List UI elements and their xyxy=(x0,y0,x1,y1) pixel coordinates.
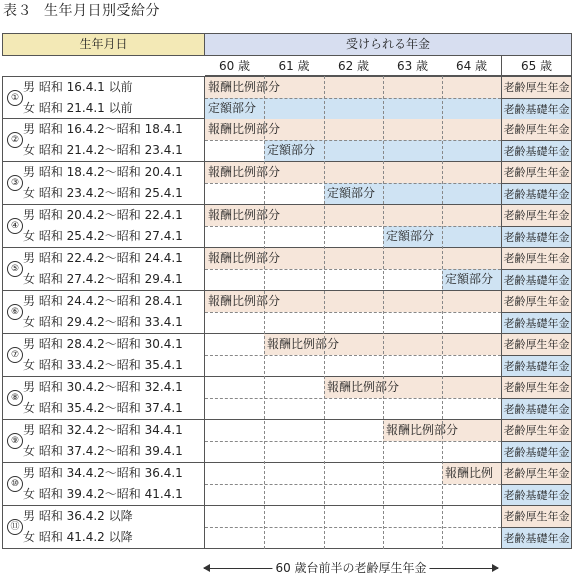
female-range: 女 昭和 27.4.2～昭和 29.4.1 xyxy=(23,272,183,286)
teigaku-track xyxy=(205,226,501,247)
birthdate-cell xyxy=(2,119,205,162)
kosei-track xyxy=(205,334,501,355)
row-divider xyxy=(205,226,501,227)
old-age-basic-pension: 老齢基礎年金 xyxy=(501,183,572,204)
teigaku-bar: 定額部分 xyxy=(205,98,501,119)
row-number: ① xyxy=(7,90,23,106)
birthdate-cell xyxy=(2,420,205,463)
male-range: 男 昭和 20.4.2～昭和 22.4.1 xyxy=(23,208,183,222)
kosei-track xyxy=(205,248,501,269)
old-age-employee-pension: 老齢厚生年金 xyxy=(501,334,572,355)
age-col-1: 61 歳 xyxy=(264,56,324,76)
arrow-right-icon xyxy=(492,564,499,572)
female-range: 女 昭和 33.4.2～昭和 35.4.1 xyxy=(23,358,183,372)
birthdate-cell xyxy=(2,248,205,291)
kosei-track xyxy=(205,463,501,484)
teigaku-track xyxy=(205,269,501,290)
kosei-bar: 報酬比例部分 xyxy=(205,291,501,312)
old-age-basic-pension: 老齢基礎年金 xyxy=(501,355,572,376)
kosei-bar: 報酬比例部分 xyxy=(383,420,501,441)
table-row xyxy=(2,420,572,463)
table-row xyxy=(2,205,572,248)
header-pension: 受けられる年金 xyxy=(205,33,572,56)
kosei-bar: 報酬比例部分 xyxy=(205,77,501,98)
footer-annotation xyxy=(204,559,498,577)
kosei-bar: 報酬比例部分 xyxy=(205,119,501,140)
teigaku-track xyxy=(205,527,501,548)
teigaku-track xyxy=(205,183,501,204)
teigaku-bar: 定額部分 xyxy=(264,140,501,161)
old-age-employee-pension: 老齢厚生年金 xyxy=(501,205,572,226)
birthdate-cell xyxy=(2,77,205,120)
row-number: ② xyxy=(7,132,23,148)
table-row xyxy=(2,119,572,162)
kosei-track xyxy=(205,119,501,140)
age-gridline xyxy=(264,76,265,549)
kosei-track xyxy=(205,291,501,312)
title-label: 表３ xyxy=(3,3,32,19)
age-gridline xyxy=(324,76,325,549)
old-age-basic-pension: 老齢基礎年金 xyxy=(501,527,572,548)
birthdate-cell xyxy=(2,506,205,549)
row-number: ④ xyxy=(7,218,23,234)
kosei-track xyxy=(205,377,501,398)
old-age-employee-pension: 老齢厚生年金 xyxy=(501,506,572,527)
teigaku-track xyxy=(205,355,501,376)
old-age-basic-pension: 老齢基礎年金 xyxy=(501,484,572,505)
teigaku-track xyxy=(205,398,501,419)
kosei-bar: 報酬比例部分 xyxy=(205,248,501,269)
table-row xyxy=(2,463,572,506)
old-age-basic-pension: 老齢基礎年金 xyxy=(501,441,572,462)
male-range: 男 昭和 28.4.2～昭和 30.4.1 xyxy=(23,337,183,351)
title-text: 生年月日別受給分 xyxy=(44,3,160,19)
female-range: 女 昭和 29.4.2～昭和 33.4.1 xyxy=(23,315,183,329)
old-age-basic-pension: 老齢基礎年金 xyxy=(501,398,572,419)
row-number: ⑧ xyxy=(7,390,23,406)
old-age-employee-pension: 老齢厚生年金 xyxy=(501,162,572,183)
teigaku-track xyxy=(205,140,501,161)
arrow-left-icon xyxy=(203,564,210,572)
old-age-employee-pension: 老齢厚生年金 xyxy=(501,248,572,269)
row-divider xyxy=(205,484,501,485)
female-range: 女 昭和 21.4.1 以前 xyxy=(23,101,133,115)
row-divider xyxy=(205,183,501,184)
row-number: ⑩ xyxy=(7,476,23,492)
birthdate-cell xyxy=(2,205,205,248)
row-number: ⑪ xyxy=(7,519,23,535)
old-age-basic-pension: 老齢基礎年金 xyxy=(501,269,572,290)
male-range: 男 昭和 16.4.2～昭和 18.4.1 xyxy=(23,122,183,136)
age-col-2: 62 歳 xyxy=(324,56,383,76)
old-age-basic-pension: 老齢基礎年金 xyxy=(501,226,572,247)
age-col-3: 63 歳 xyxy=(383,56,442,76)
footer-text: 60 歳台前半の老齢厚生年金 xyxy=(272,559,429,577)
age-col-4: 64 歳 xyxy=(442,56,501,76)
age-gridline xyxy=(383,76,384,549)
page-title xyxy=(3,2,172,20)
teigaku-track xyxy=(205,484,501,505)
female-range: 女 昭和 37.4.2～昭和 39.4.1 xyxy=(23,444,183,458)
kosei-track xyxy=(205,162,501,183)
row-number: ⑤ xyxy=(7,261,23,277)
age-header-row xyxy=(205,56,572,76)
row-divider xyxy=(205,312,501,313)
male-range: 男 昭和 24.4.2～昭和 28.4.1 xyxy=(23,294,183,308)
row-divider xyxy=(205,98,501,99)
male-range: 男 昭和 30.4.2～昭和 32.4.1 xyxy=(23,380,183,394)
birthdate-cell xyxy=(2,334,205,377)
old-age-employee-pension: 老齢厚生年金 xyxy=(501,119,572,140)
kosei-track xyxy=(205,506,501,527)
header-birthdate: 生年月日 xyxy=(2,33,205,56)
table-row xyxy=(2,248,572,291)
kosei-bar: 報酬比例部分 xyxy=(205,162,501,183)
teigaku-bar: 定額部分 xyxy=(442,269,501,290)
row-number: ⑦ xyxy=(7,347,23,363)
male-range: 男 昭和 16.4.1 以前 xyxy=(23,80,133,94)
table-row xyxy=(2,334,572,377)
row-number: ⑥ xyxy=(7,304,23,320)
old-age-basic-pension: 老齢基礎年金 xyxy=(501,312,572,333)
birthdate-cell xyxy=(2,291,205,334)
kosei-track xyxy=(205,420,501,441)
teigaku-bar: 定額部分 xyxy=(383,226,501,247)
age-col-0: 60 歳 xyxy=(205,56,264,76)
birthdate-cell xyxy=(2,463,205,506)
row-divider xyxy=(205,269,501,270)
male-range: 男 昭和 22.4.2～昭和 24.4.1 xyxy=(23,251,183,265)
row-number: ③ xyxy=(7,175,23,191)
female-range: 女 昭和 25.4.2～昭和 27.4.1 xyxy=(23,229,183,243)
table-row xyxy=(2,377,572,420)
kosei-bar: 報酬比例 xyxy=(442,463,501,484)
female-range: 女 昭和 21.4.2～昭和 23.4.1 xyxy=(23,143,183,157)
male-range: 男 昭和 36.4.2 以降 xyxy=(23,509,133,523)
teigaku-track xyxy=(205,98,501,119)
kosei-track xyxy=(205,205,501,226)
teigaku-bar: 定額部分 xyxy=(324,183,501,204)
table-row xyxy=(2,162,572,205)
old-age-employee-pension: 老齢厚生年金 xyxy=(501,377,572,398)
teigaku-track xyxy=(205,312,501,333)
table-row xyxy=(2,506,572,549)
old-age-basic-pension: 老齢基礎年金 xyxy=(501,140,572,161)
row-number: ⑨ xyxy=(7,433,23,449)
male-range: 男 昭和 32.4.2～昭和 34.4.1 xyxy=(23,423,183,437)
birthdate-cell xyxy=(2,377,205,420)
row-divider xyxy=(205,441,501,442)
male-range: 男 昭和 18.4.2～昭和 20.4.1 xyxy=(23,165,183,179)
female-range: 女 昭和 23.4.2～昭和 25.4.1 xyxy=(23,186,183,200)
birthdate-cell xyxy=(2,162,205,205)
kosei-bar: 報酬比例部分 xyxy=(264,334,501,355)
old-age-employee-pension: 老齢厚生年金 xyxy=(501,77,572,98)
kosei-bar: 報酬比例部分 xyxy=(324,377,501,398)
age-gridline xyxy=(442,76,443,549)
kosei-bar: 報酬比例部分 xyxy=(205,205,501,226)
old-age-employee-pension: 老齢厚生年金 xyxy=(501,463,572,484)
old-age-basic-pension: 老齢基礎年金 xyxy=(501,98,572,119)
age-col-5: 65 歳 xyxy=(501,56,572,76)
male-range: 男 昭和 34.4.2～昭和 36.4.1 xyxy=(23,466,183,480)
row-divider xyxy=(205,398,501,399)
row-divider xyxy=(205,140,501,141)
female-range: 女 昭和 39.4.2～昭和 41.4.1 xyxy=(23,487,183,501)
kosei-track xyxy=(205,77,501,98)
table-row xyxy=(2,291,572,334)
old-age-employee-pension: 老齢厚生年金 xyxy=(501,291,572,312)
table-row xyxy=(2,76,572,119)
row-divider xyxy=(205,527,501,528)
female-range: 女 昭和 41.4.2 以降 xyxy=(23,530,133,544)
old-age-employee-pension: 老齢厚生年金 xyxy=(501,420,572,441)
teigaku-track xyxy=(205,441,501,462)
row-divider xyxy=(205,355,501,356)
female-range: 女 昭和 35.4.2～昭和 37.4.1 xyxy=(23,401,183,415)
